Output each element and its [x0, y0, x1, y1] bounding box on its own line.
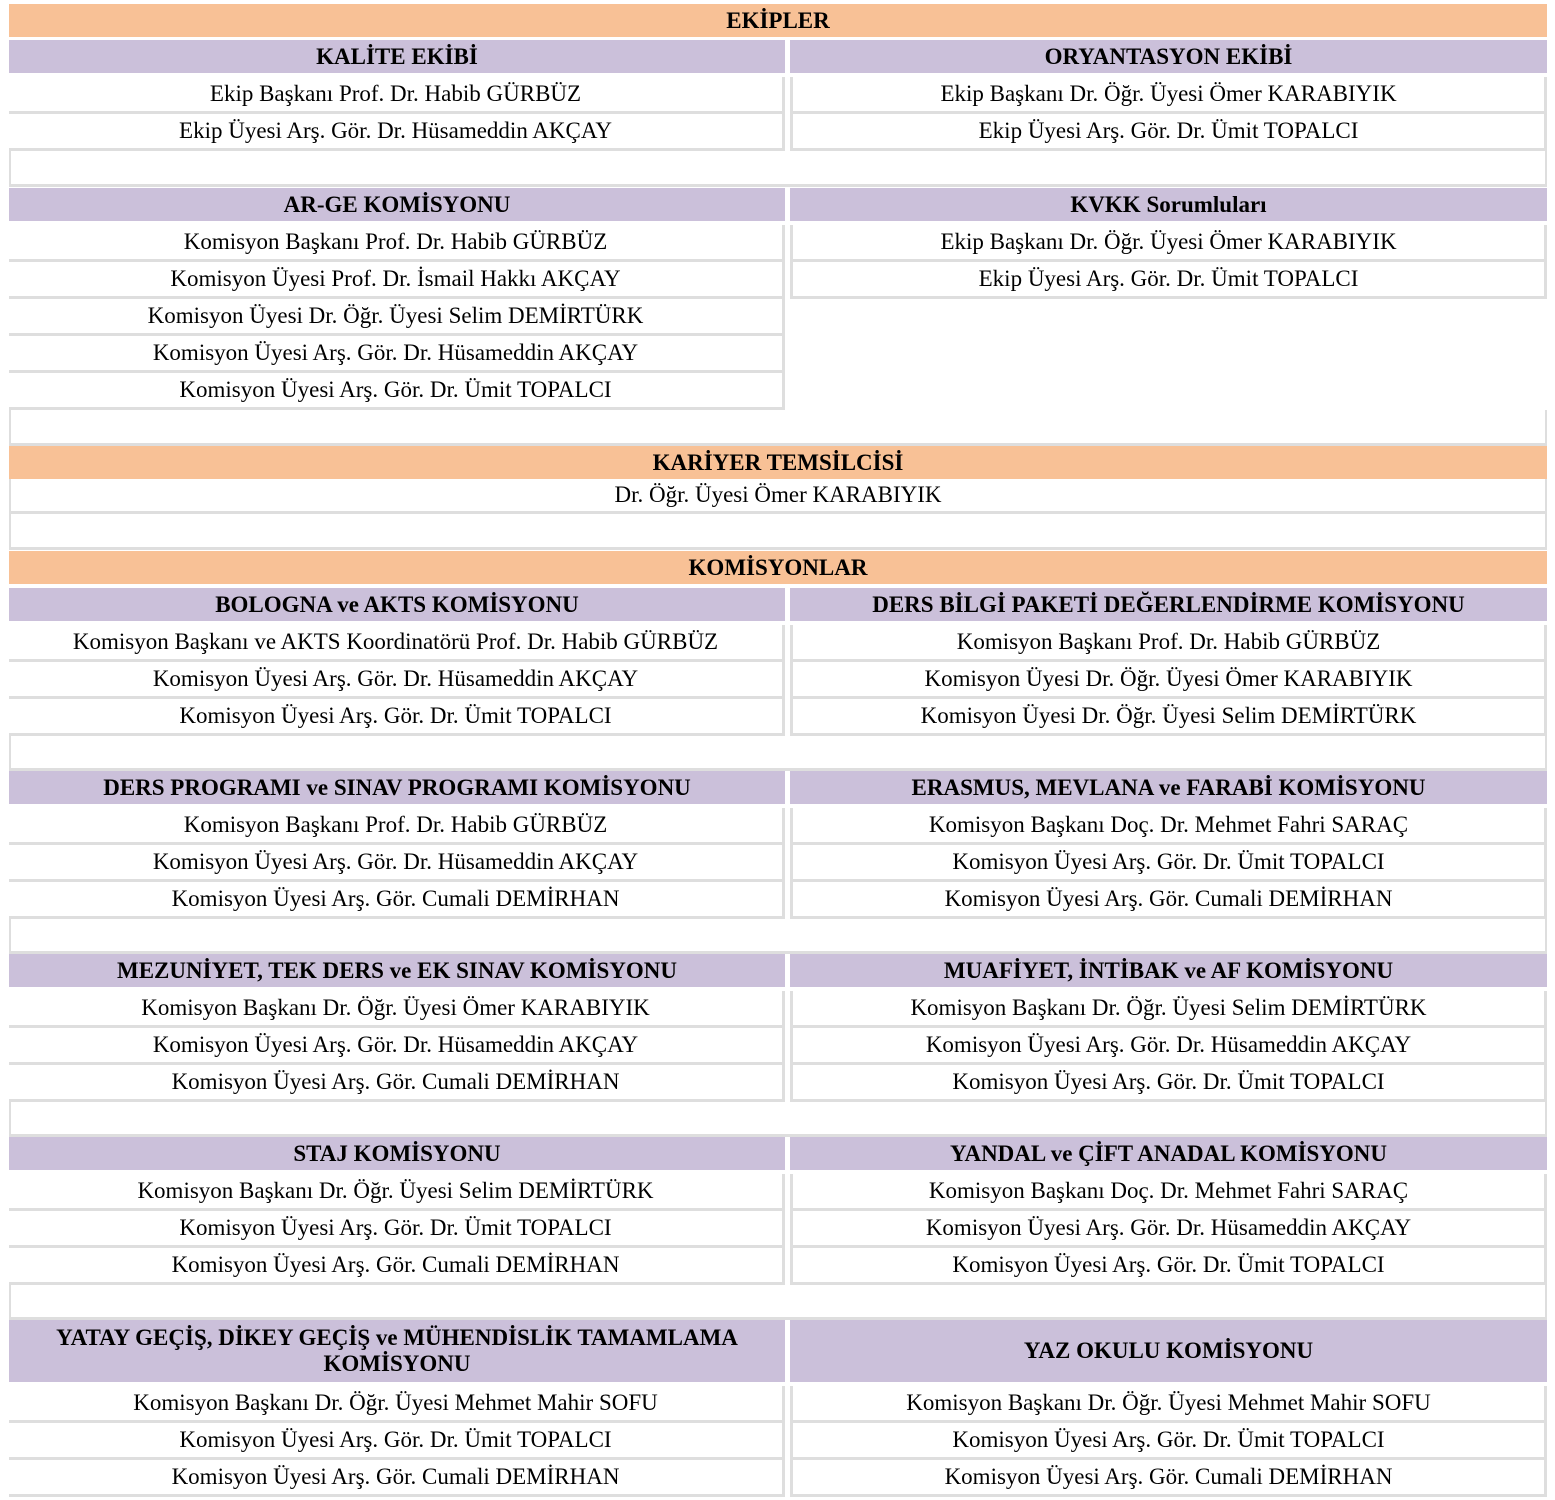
group-title-mezuniyet: MEZUNİYET, TEK DERS ve EK SINAV KOMİSYONU: [9, 954, 785, 987]
member-row: Komisyon Başkanı Dr. Öğr. Üyesi Selim DEMİRTÜRK: [790, 991, 1547, 1028]
member-row: Komisyon Başkanı Dr. Öğr. Üyesi Mehmet Mahir SOFU: [9, 1386, 785, 1423]
member-row: Komisyon Üyesi Arş. Gör. Dr. Hüsameddin AKÇAY: [9, 1028, 785, 1065]
member-row: Komisyon Başkanı Prof. Dr. Habib GÜRBÜZ: [790, 625, 1547, 662]
member-row: Komisyon Üyesi Arş. Gör. Dr. Ümit TOPALCI: [9, 699, 785, 736]
member-row: Komisyon Üyesi Arş. Gör. Dr. Ümit TOPALCI: [790, 1065, 1547, 1102]
member-row: Komisyon Üyesi Arş. Gör. Cumali DEMİRHAN: [9, 882, 785, 919]
spacer-row: [9, 919, 1547, 954]
spacer-row: [9, 1285, 1547, 1320]
spacer-row: [9, 514, 1547, 550]
group-title-ders-programi: DERS PROGRAMI ve SINAV PROGRAMI KOMİSYONU: [9, 771, 785, 804]
group-title-kvkk: KVKK Sorumluları: [790, 188, 1547, 221]
spacer-row: [9, 151, 1547, 187]
member-row: Komisyon Üyesi Arş. Gör. Dr. Hüsameddin AKÇAY: [9, 662, 785, 699]
spacer-row: [9, 1102, 1547, 1137]
member-row: Komisyon Başkanı Dr. Öğr. Üyesi Ömer KARABIYIK: [9, 991, 785, 1028]
member-row: Ekip Üyesi Arş. Gör. Dr. Ümit TOPALCI: [790, 114, 1547, 151]
member-row: Ekip Üyesi Arş. Gör. Dr. Ümit TOPALCI: [790, 262, 1547, 299]
member-row: Komisyon Başkanı Doç. Dr. Mehmet Fahri SARAÇ: [790, 1174, 1547, 1211]
group-title-yaz-okulu: YAZ OKULU KOMİSYONU: [790, 1320, 1547, 1382]
member-row: Komisyon Üyesi Dr. Öğr. Üyesi Selim DEMİRTÜRK: [790, 699, 1547, 736]
group-title-bologna: BOLOGNA ve AKTS KOMİSYONU: [9, 588, 785, 621]
spacer-row: [9, 736, 1547, 771]
group-title-muafiyet: MUAFİYET, İNTİBAK ve AF KOMİSYONU: [790, 954, 1547, 987]
member-row: Komisyon Başkanı Prof. Dr. Habib GÜRBÜZ: [9, 808, 785, 845]
section-header-komisyonlar: KOMİSYONLAR: [9, 551, 1547, 584]
group-title-ders-bilgi: DERS BİLGİ PAKETİ DEĞERLENDİRME KOMİSYONU: [790, 588, 1547, 621]
member-row: Komisyon Üyesi Arş. Gör. Dr. Ümit TOPALCI: [790, 845, 1547, 882]
member-row: Komisyon Üyesi Arş. Gör. Dr. Hüsameddin AKÇAY: [790, 1211, 1547, 1248]
group-title-oryantasyon: ORYANTASYON EKİBİ: [790, 40, 1547, 73]
member-row: Komisyon Üyesi Arş. Gör. Dr. Ümit TOPALCI: [9, 1423, 785, 1460]
section-header-kariyer: KARİYER TEMSİLCİSİ: [9, 446, 1547, 479]
group-title-kalite: KALİTE EKİBİ: [9, 40, 785, 73]
member-row: Komisyon Üyesi Arş. Gör. Cumali DEMİRHAN: [790, 1460, 1547, 1497]
member-row: Ekip Üyesi Arş. Gör. Dr. Hüsameddin AKÇAY: [9, 114, 785, 151]
group-title-yatay: YATAY GEÇİŞ, DİKEY GEÇİŞ ve MÜHENDİSLİK TAMAMLAMA KOMİSYONU: [9, 1320, 785, 1382]
member-row: Dr. Öğr. Üyesi Ömer KARABIYIK: [9, 479, 1547, 514]
member-row: Komisyon Üyesi Arş. Gör. Cumali DEMİRHAN: [790, 882, 1547, 919]
member-row: Komisyon Başkanı Prof. Dr. Habib GÜRBÜZ: [9, 225, 785, 262]
member-row: Komisyon Üyesi Arş. Gör. Dr. Hüsameddin AKÇAY: [9, 845, 785, 882]
member-row: Komisyon Üyesi Arş. Gör. Dr. Ümit TOPALCI: [790, 1248, 1547, 1285]
member-row: Komisyon Üyesi Dr. Öğr. Üyesi Ömer KARABIYIK: [790, 662, 1547, 699]
member-row: Komisyon Başkanı Doç. Dr. Mehmet Fahri SARAÇ: [790, 808, 1547, 845]
member-row: Komisyon Üyesi Prof. Dr. İsmail Hakkı AKÇAY: [9, 262, 785, 299]
member-row: Ekip Başkanı Prof. Dr. Habib GÜRBÜZ: [9, 77, 785, 114]
group-title-staj: STAJ KOMİSYONU: [9, 1137, 785, 1170]
group-title-yandal: YANDAL ve ÇİFT ANADAL KOMİSYONU: [790, 1137, 1547, 1170]
group-title-erasmus: ERASMUS, MEVLANA ve FARABİ KOMİSYONU: [790, 771, 1547, 804]
member-row: Komisyon Üyesi Arş. Gör. Cumali DEMİRHAN: [9, 1065, 785, 1102]
group-title-arge: AR-GE KOMİSYONU: [9, 188, 785, 221]
spacer-row: [9, 410, 1547, 446]
member-row: Komisyon Üyesi Arş. Gör. Dr. Ümit TOPALCI: [9, 373, 785, 410]
member-row: Komisyon Üyesi Arş. Gör. Dr. Hüsameddin AKÇAY: [9, 336, 785, 373]
section-header-ekipler: EKİPLER: [9, 4, 1547, 37]
member-row: Komisyon Üyesi Dr. Öğr. Üyesi Selim DEMİRTÜRK: [9, 299, 785, 336]
member-row: Komisyon Başkanı Dr. Öğr. Üyesi Selim DEMİRTÜRK: [9, 1174, 785, 1211]
member-row: Komisyon Üyesi Arş. Gör. Cumali DEMİRHAN: [9, 1460, 785, 1497]
member-row: Komisyon Üyesi Arş. Gör. Dr. Hüsameddin AKÇAY: [790, 1028, 1547, 1065]
member-row: Komisyon Üyesi Arş. Gör. Dr. Ümit TOPALCI: [790, 1423, 1547, 1460]
member-row: Komisyon Başkanı Dr. Öğr. Üyesi Mehmet Mahir SOFU: [790, 1386, 1547, 1423]
member-row: Ekip Başkanı Dr. Öğr. Üyesi Ömer KARABIYIK: [790, 77, 1547, 114]
member-row: Komisyon Üyesi Arş. Gör. Dr. Ümit TOPALCI: [9, 1211, 785, 1248]
member-row: Komisyon Başkanı ve AKTS Koordinatörü Prof. Dr. Habib GÜRBÜZ: [9, 625, 785, 662]
member-row: Komisyon Üyesi Arş. Gör. Cumali DEMİRHAN: [9, 1248, 785, 1285]
member-row: Ekip Başkanı Dr. Öğr. Üyesi Ömer KARABIYIK: [790, 225, 1547, 262]
